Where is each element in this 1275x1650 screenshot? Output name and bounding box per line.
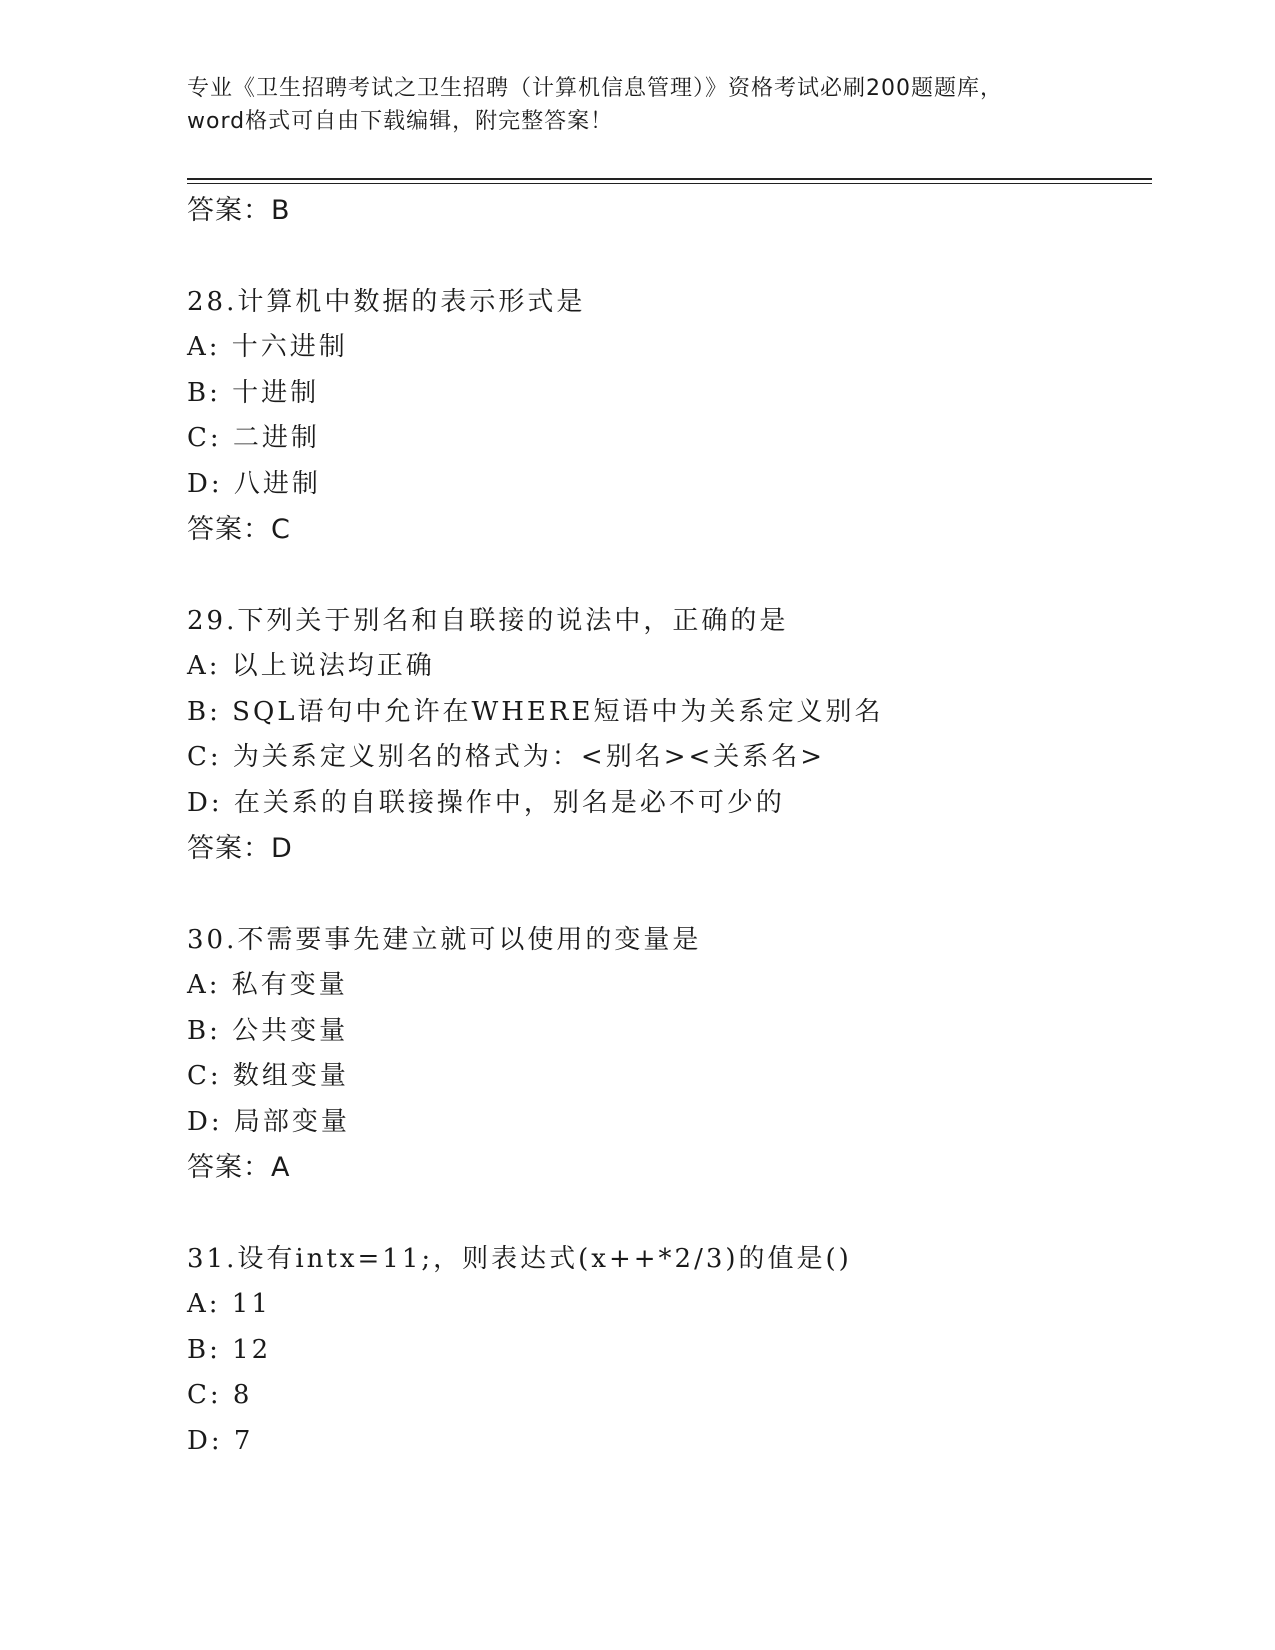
option-b: B: 12: [187, 1334, 272, 1365]
option-a: A: 私有变量: [187, 970, 348, 1000]
question-stem: 31.设有intx=11;，则表达式(x++*2/3)的值是(): [187, 1243, 852, 1274]
question-stem: 29.下列关于别名和自联接的说法中，正确的是: [187, 605, 789, 636]
spacer: [187, 872, 1147, 918]
question-stem: 30.不需要事先建立就可以使用的变量是: [187, 924, 702, 955]
option-d: D: 局部变量: [187, 1106, 350, 1137]
answer-line: 答案：A: [187, 1152, 291, 1183]
option-d: D: 7: [187, 1425, 254, 1456]
option-d: D: 在关系的自联接操作中，别名是必不可少的: [187, 787, 785, 818]
spacer: [187, 553, 1147, 599]
question-stem: 28.计算机中数据的表示形式是: [187, 286, 586, 317]
document-header: [187, 72, 1087, 138]
header-divider-thin: [187, 183, 1152, 184]
question-28: [187, 280, 1147, 553]
question-31: [187, 1237, 1147, 1465]
answer-line: 答案：D: [187, 833, 293, 864]
header-divider-thick: [187, 178, 1152, 180]
option-c: C: 数组变量: [187, 1061, 349, 1091]
option-a: A: 11: [187, 1289, 271, 1319]
option-c: C: 为关系定义别名的格式为：<别名><关系名>: [187, 742, 826, 772]
header-line-1: 专业《卫生招聘考试之卫生招聘（计算机信息管理）》资格考试必刷200题题库，: [187, 76, 1003, 101]
option-a: A: 以上说法均正确: [187, 651, 435, 681]
answer-line: 答案：C: [187, 514, 291, 545]
answer-27: 答案：B: [187, 195, 291, 226]
option-b: B: SQL语句中允许在WHERE短语中为关系定义别名: [187, 696, 884, 727]
header-line-2: word格式可自由下载编辑，附完整答案！: [187, 109, 614, 134]
spacer: [187, 1191, 1147, 1237]
question-29: [187, 599, 1147, 872]
option-b: B: 公共变量: [187, 1015, 349, 1046]
option-a: A: 十六进制: [187, 332, 348, 362]
option-c: C: 二进制: [187, 423, 320, 453]
option-d: D: 八进制: [187, 468, 321, 499]
spacer: [187, 234, 1147, 280]
question-list: [187, 188, 1147, 1464]
option-c: C: 8: [187, 1380, 253, 1410]
option-b: B: 十进制: [187, 377, 320, 408]
question-30: [187, 918, 1147, 1191]
